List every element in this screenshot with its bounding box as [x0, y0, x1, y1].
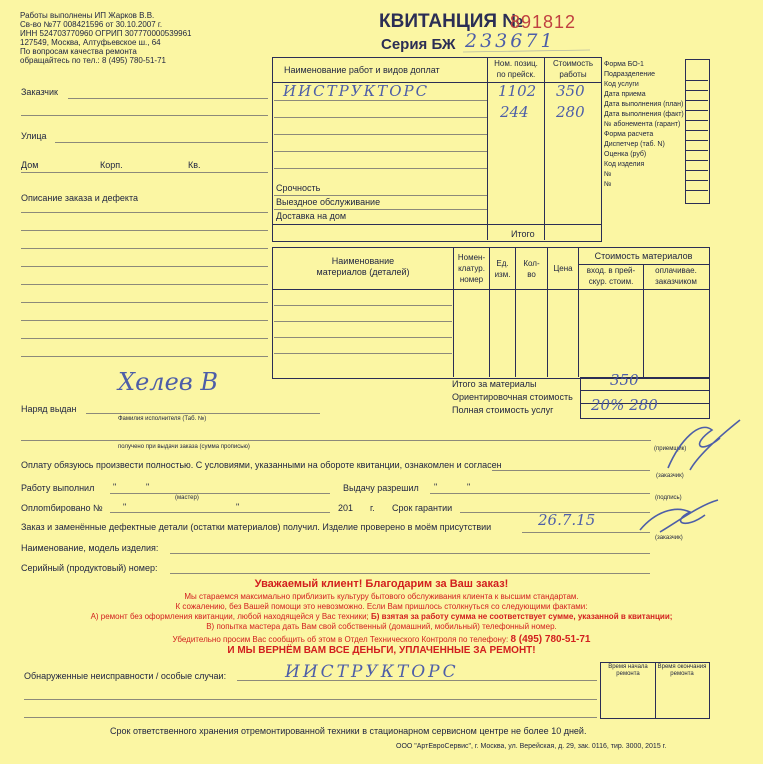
repair-end-1: Время окончания — [657, 664, 707, 670]
form-side-item: Код услуги — [604, 81, 639, 88]
company-line4: 127549, Москва, Алтуфьевское ш., 64 — [20, 38, 161, 47]
accepted-caption: (приемщик) — [654, 446, 687, 452]
serial-label: Серийный (продуктовый) номер: — [21, 563, 158, 573]
works-row1-cost: 350 — [556, 82, 585, 100]
works-row1-name: ИИСТРУКТОРС — [283, 82, 430, 100]
company-line3: ИНН 524703770960 ОГРИП 307770000539961 — [20, 29, 192, 38]
total-materials-value: 350 — [610, 371, 639, 389]
works-col-cost-1: Стоимость — [552, 59, 594, 68]
storage-note: Срок ответственного хранения отремонтированной техники в стационарном сервисном центре не более 10 дней. — [110, 726, 587, 736]
sign-caption: (подпись) — [655, 495, 682, 501]
works-total-label: Итого — [511, 229, 535, 239]
mat-col-cost-sub1-2: скур. стоим. — [588, 277, 634, 286]
works-col-name: Наименование работ и видов доплат — [284, 65, 440, 75]
found-issues-value: ИИСТРУКТОРС — [285, 662, 459, 682]
delivery-label: Доставка на дом — [276, 211, 347, 221]
works-row2-cost: 280 — [556, 103, 585, 121]
mat-col-price: Цена — [553, 264, 573, 273]
notice-title: Уважаемый клиент! Благодарим за Ваш заказ! — [254, 578, 509, 590]
house-label: Дом — [21, 160, 39, 170]
mat-col-qty-2: во — [527, 270, 536, 279]
repair-start-2: ремонта — [616, 671, 640, 677]
repair-end-2: ремонта — [670, 671, 694, 677]
year-suffix: г. — [370, 503, 375, 513]
notice-line3a: А) ремонт без оформления квитанции, любой находящейся у Вас техники; — [90, 612, 369, 621]
company-line5: По вопросам качества ремонта — [20, 47, 137, 56]
repair-start-1: Время начала — [608, 664, 648, 670]
notice-line3b: Б) взятая за работу сумма не соответствует сумме, указанной в квитанции; — [371, 612, 673, 621]
notice-line4: В) попытка мастера дать Вам свой собственный (домашний, мобильный) телефонный номер. — [206, 622, 557, 631]
full-cost-value: 20% 280 — [591, 396, 658, 414]
total-materials-label: Итого за материалы — [452, 379, 537, 389]
mat-col-nom-3: номер — [459, 275, 484, 284]
company-line2: Св-во №77 008421596 от 30.10.2007 г. — [20, 20, 163, 29]
master-caption: (мастер) — [175, 495, 199, 501]
order-issued-sign: Хелев В — [118, 368, 219, 396]
executor-caption: Фамилия исполнителя (Таб. №) — [118, 416, 207, 422]
full-cost-label: Полная стоимость услуг — [452, 405, 554, 415]
signature-customer — [640, 500, 718, 532]
form-side-item: Дата выполнения (факт) — [604, 111, 684, 118]
works-row2-pos: 244 — [500, 103, 529, 121]
form-side-item: № — [604, 181, 612, 188]
notice-phone: 8 (495) 780-51-71 — [510, 634, 591, 645]
paid-quote-1: " — [123, 502, 127, 512]
issue-allowed-quote-2: " — [467, 482, 471, 492]
notice-line1: Мы стараемся максимально приблизить культуру бытового обслуживания клиента к высшим стандартам. — [184, 592, 579, 601]
form-side-item: Код изделия — [604, 161, 645, 168]
receipt-number: 891812 — [510, 12, 577, 32]
approx-cost-label: Ориентировочная стоимость — [452, 392, 573, 402]
mat-col-qty-1: Кол- — [523, 259, 540, 268]
notice-line2: К сожалению, без Вашей помощи это невозможно. Если Вам пришлось столкнуться со следующими фактами: — [175, 602, 588, 611]
received-caption: получено при выдачи заказа (сумма прописью) — [118, 444, 250, 450]
form-side-item: Форма расчета — [604, 131, 654, 138]
issue-allowed-quote-1: " — [434, 482, 438, 492]
form-side-item: Диспетчер (таб. N) — [604, 141, 665, 148]
series-value: 233671 — [465, 30, 556, 52]
paid-label: Оплomбировано № — [21, 503, 103, 513]
form-side-item: № абонемента (гарант) — [604, 121, 681, 128]
form-side-item: № — [604, 171, 612, 178]
company-line6: обращайтесь по тел.: 8 (495) 780-51-71 — [20, 56, 166, 65]
warranty-label: Срок гарантии — [392, 503, 453, 513]
year-label: 201 — [338, 503, 354, 513]
consent-text: Оплату обязуюсь произвести полностью. С условиями, указанными на обороте квитанции, ознакомлен и согласен — [21, 460, 502, 470]
mat-col-nom-1: Номен- — [457, 253, 486, 262]
urgency-label: Срочность — [276, 183, 321, 193]
mat-col-cost: Стоимость материалов — [594, 251, 693, 261]
mat-col-nom-2: клатур. — [458, 264, 485, 273]
order-issued-label: Наряд выдан — [21, 404, 77, 414]
work-done-label: Работу выполнил — [21, 483, 95, 493]
building-label: Корп. — [100, 160, 123, 170]
underline-series — [463, 50, 590, 52]
model-label: Наименование, модель изделия: — [21, 543, 159, 553]
receipt-title: КВИТАНЦИЯ № — [379, 11, 524, 32]
printer-note: ООО "АртЕвроСервис", г. Москва, ул. Верейская, д. 29, зак. 0116, тир. 3000, 2015 г. — [396, 743, 667, 750]
apt-label: Кв. — [188, 160, 201, 170]
works-col-pos-1: Ном. позиц. — [494, 59, 538, 68]
found-issues-label: Обнаруженные неисправности / особые случаи: — [24, 671, 227, 681]
received-date: 26.7.15 — [538, 511, 596, 529]
form-side-item: Дата выполнения (план) — [604, 101, 684, 108]
mat-col-name-2: материалов (деталей) — [316, 267, 410, 277]
street-label: Улица — [21, 131, 47, 141]
customer-label: Заказчик — [21, 87, 58, 97]
customer-caption: (заказчик) — [656, 473, 684, 479]
mat-col-name-1: Наименование — [331, 256, 395, 266]
onsite-label: Выездное обслуживание — [276, 197, 381, 207]
mat-col-unit-1: Ед. — [496, 259, 509, 268]
work-done-quote-1: " — [113, 482, 117, 492]
notice-line6: И МЫ ВЕРНЁМ ВАМ ВСЕ ДЕНЬГИ, УПЛАЧЕННЫЕ ЗА РЕМОНТ! — [227, 645, 536, 656]
works-col-pos-2: по прейск. — [496, 70, 536, 79]
form-side-item: Подразделение — [604, 71, 656, 78]
works-row1-pos: 1102 — [498, 82, 537, 100]
series-label: Серия БЖ — [381, 36, 456, 53]
signature-accepted — [668, 420, 740, 470]
paid-quote-2: " — [236, 502, 240, 512]
mat-col-cost-sub2-2: заказчиком — [655, 277, 697, 286]
works-col-cost-2: работы — [559, 70, 587, 79]
notice-line5a: Убедительно просим Вас сообщить об этом в Отдел Технического Контроля по телефону: — [172, 635, 509, 644]
mat-col-unit-2: изм. — [494, 270, 511, 279]
mat-col-cost-sub2-1: оплачивае. — [655, 266, 697, 275]
order-desc-label: Описание заказа и дефекта — [21, 193, 138, 203]
form-code: Форма БО-1 — [604, 61, 644, 68]
form-side-item: Дата приема — [604, 91, 646, 98]
form-side-item: Оценка (руб) — [604, 151, 647, 158]
company-line1: Работы выполнены ИП Жарков В.В. — [20, 11, 155, 20]
mat-col-cost-sub1-1: вход. в прей- — [586, 266, 636, 275]
received-parts-text: Заказ и заменённые дефектные детали (остатки материалов) получил. Изделие проверено в моём присутствии — [21, 522, 492, 532]
issue-allowed-label: Выдачу разрешил — [343, 483, 419, 493]
customer-caption-2: (заказчик) — [655, 535, 683, 541]
work-done-quote-2: " — [146, 482, 150, 492]
